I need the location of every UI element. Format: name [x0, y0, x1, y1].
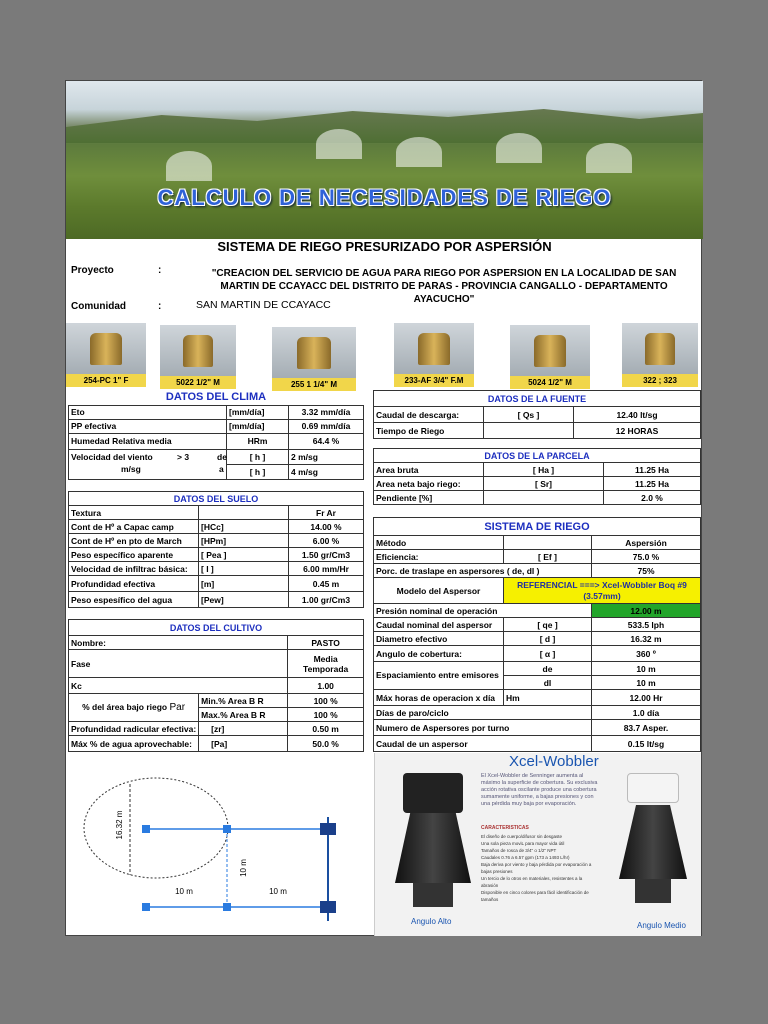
comunidad-colon: :	[158, 301, 162, 312]
row-unit: [ Ha ]	[484, 463, 604, 477]
row-value: 14.00 %	[289, 520, 364, 534]
ad-brand: Xcel-Wobbler	[509, 753, 599, 770]
table-row	[69, 722, 364, 736]
emitter	[142, 825, 150, 833]
row-label: Días de paro/ciclo	[374, 706, 592, 720]
row-value: 11.25 Ha	[604, 477, 701, 491]
row-unit: [ I ]	[199, 562, 289, 576]
feature-item: Caudales 0.76 a 6.57 gpm (173 a 1493 L/hr)	[481, 855, 570, 860]
viento-gt: > 3	[177, 451, 190, 462]
sprinkler-spray	[586, 143, 632, 173]
row-label: Area bruta	[374, 463, 484, 477]
feature-item: Disponible en cinco colores para fácil identificación de tamaños	[481, 890, 589, 902]
alto-label: Angulo Alto	[411, 917, 452, 926]
viento-a: a	[219, 463, 224, 474]
table-row	[69, 694, 364, 708]
row-label: Area neta bajo riego:	[374, 477, 484, 491]
table-row	[374, 536, 701, 550]
row-label: Kc	[69, 678, 288, 694]
viento-v1: 2 m/sg	[289, 449, 364, 464]
table-row	[374, 662, 701, 676]
row-label: Min.% Area B R	[199, 694, 288, 708]
feature-item: Un tercio de lo otros en materiales, resistentes a la abrasión	[481, 876, 583, 888]
row-value: 1.0 día	[592, 706, 701, 720]
row-value: 3.32 mm/día	[289, 405, 364, 419]
diameter-label: 16.32 m	[115, 810, 124, 840]
row-label: Tiempo de Riego	[374, 423, 484, 439]
row-unit: [ qe ]	[504, 618, 592, 632]
proyecto-label: Proyecto	[71, 265, 114, 276]
row-unit: [Pa]	[199, 736, 288, 752]
row-label: Peso espesífico del agua	[69, 592, 199, 608]
table-row	[374, 550, 701, 564]
row-value: 2.0 %	[604, 491, 701, 505]
xcel-wobbler-ad	[374, 753, 701, 936]
row-unit: Hm	[504, 690, 592, 706]
row-label: Diametro efectivo	[374, 632, 504, 646]
row-value: 100 %	[288, 694, 364, 708]
row-unit: dl	[504, 676, 592, 690]
row-label: Máx horas de operacion x día	[374, 690, 504, 706]
table-row	[374, 578, 701, 604]
cultivo-table	[68, 619, 364, 752]
page-title: SISTEMA DE RIEGO PRESURIZADO POR ASPERSIÓN	[217, 239, 552, 254]
sprinkler-spray	[496, 133, 542, 163]
sistema-title: SISTEMA DE RIEGO	[374, 518, 701, 536]
row-value: 12.00 Hr	[592, 690, 701, 706]
row-value: 64.4 %	[289, 433, 364, 449]
sprinkler-high-angle-image	[383, 773, 483, 913]
sprinkler-caption: 255 1 1/4" M	[272, 378, 356, 391]
sprinkler-photo	[160, 325, 236, 389]
row-label: Humedad Relativa media	[69, 433, 227, 449]
row-unit: [ d ]	[504, 632, 592, 646]
row-value: 1.00 gr/Cm3	[289, 592, 364, 608]
sprinkler-photo	[510, 325, 590, 389]
table-row	[69, 548, 364, 562]
sprinkler-photo	[272, 327, 356, 391]
medio-label: Angulo Medio	[637, 921, 686, 930]
comunidad-label: Comunidad	[71, 301, 126, 312]
feature-item: Tamaños de rosca de 3/4" o 1/2" NPT	[481, 848, 557, 853]
row-value: 50.0 %	[288, 736, 364, 752]
row-label: PP efectiva	[69, 419, 227, 433]
row-unit	[484, 491, 604, 505]
sprinkler-caption: 5024 1/2" M	[510, 376, 590, 389]
parcela-table	[373, 448, 701, 505]
row-unit: de	[504, 662, 592, 676]
row-value: 75.0 %	[592, 550, 701, 564]
row-label: Textura	[69, 506, 199, 520]
sistema-table	[373, 517, 701, 752]
row-label: Método	[374, 536, 504, 550]
row-unit: [HCc]	[199, 520, 289, 534]
row-unit	[484, 423, 574, 439]
sprinkler-photo	[66, 323, 146, 387]
sprinkler-spray	[166, 151, 212, 181]
table-row	[374, 604, 701, 618]
table-row	[69, 562, 364, 576]
table-row	[69, 636, 364, 650]
row-value: 10 m	[592, 662, 701, 676]
row-label: Espaciamiento entre emisores	[374, 662, 504, 690]
row-unit: [HPm]	[199, 534, 289, 548]
row-label: Angulo de cobertura:	[374, 646, 504, 662]
sprinkler-spray	[316, 129, 362, 159]
feature-item: Baja deriva por viento y baja pérdida por evaporación a bajas presiones	[481, 862, 592, 874]
table-row	[69, 534, 364, 548]
sprinkler-layout-diagram	[66, 753, 371, 936]
banner-title: CALCULO DE NECESIDADES DE RIEGO	[157, 185, 612, 210]
row-label: Máx % de agua aprovechable:	[69, 736, 199, 752]
table-row	[69, 678, 364, 694]
feature-item: El diseño de cuerpo/difusor sin desgaste	[481, 834, 563, 839]
parcela-title: DATOS DE LA PARCELA	[374, 449, 701, 463]
sprinkler-caption: 5022 1/2" M	[160, 376, 236, 389]
clima-title: DATOS DEL CLIMA	[165, 391, 267, 404]
row-value: 83.7 Asper.	[592, 720, 701, 736]
row-value: 0.15 lt/sg	[592, 736, 701, 752]
row-unit	[504, 536, 592, 550]
table-row	[374, 463, 701, 477]
emitter	[223, 825, 231, 833]
row-unit	[199, 506, 289, 520]
fuente-title: DATOS DE LA FUENTE	[374, 391, 701, 407]
row-label: Peso específico aparente	[69, 548, 199, 562]
row-unit: HRm	[227, 433, 289, 449]
area-label-cell	[69, 694, 199, 722]
row-value: 75%	[592, 564, 701, 578]
row-value: PASTO	[288, 636, 364, 650]
emitter	[223, 903, 231, 911]
proyecto-colon: :	[158, 265, 162, 276]
valve	[320, 901, 336, 913]
table-row	[69, 405, 364, 419]
document-page	[65, 80, 702, 936]
cultivo-title: DATOS DEL CULTIVO	[69, 620, 364, 636]
row-value: 16.32 m	[592, 632, 701, 646]
suelo-title: DATOS DEL SUELO	[69, 492, 364, 506]
row-value: 0.50 m	[288, 722, 364, 736]
viento-h: [ h ]	[227, 464, 289, 479]
row-label: Caudal de un aspersor	[374, 736, 592, 752]
feature-item: Una sola pieza moviL para mayor vida útil	[481, 841, 565, 846]
row-value: 0.69 mm/día	[289, 419, 364, 433]
ad-text: El Xcel-Wobbler de Senninger aumenta al máximo la superficie de cobertura. Su exclusiva acción rotativa oscilante produce una cobertura sumamente uniforme, a bajas presiones y con una pérdida muy baja por evaporación.	[481, 773, 598, 807]
sprinkler-spray	[396, 137, 442, 167]
row-label: Caudal de descarga:	[374, 407, 484, 423]
table-row	[374, 423, 701, 439]
table-row	[69, 592, 364, 608]
viento-unit: m/sg	[121, 463, 141, 474]
row-label: Nombre:	[69, 636, 288, 650]
row-value: 1.50 gr/Cm3	[289, 548, 364, 562]
row-value: 6.00 %	[289, 534, 364, 548]
table-row	[69, 506, 364, 520]
table-row	[69, 576, 364, 592]
row-value: 360 º	[592, 646, 701, 662]
row-label: Cont de Hº en pto de March	[69, 534, 199, 548]
fuente-table	[373, 390, 701, 439]
table-row	[69, 650, 364, 678]
row-unit: [mm/día]	[227, 405, 289, 419]
area-label: % del área bajo riego	[82, 702, 168, 712]
row-value: Media Temporada	[288, 650, 364, 678]
table-row	[374, 407, 701, 423]
row-value: Aspersión	[592, 536, 701, 550]
table-row	[374, 632, 701, 646]
table-row	[374, 477, 701, 491]
row-value: 12 HORAS	[574, 423, 701, 439]
row-unit: [ α ]	[504, 646, 592, 662]
suelo-table	[68, 491, 364, 608]
table-row	[69, 433, 364, 449]
presion-value: 12.00 m	[592, 604, 701, 618]
emitter	[142, 903, 150, 911]
row-label: Eficiencia:	[374, 550, 504, 564]
row-label: Caudal nominal del aspersor	[374, 618, 504, 632]
area-par: Par	[169, 702, 186, 713]
sprinkler-medium-angle-image	[611, 773, 695, 913]
viento-label: Velocidad del viento	[71, 451, 153, 462]
row-unit: [ Qs ]	[484, 407, 574, 423]
spacing-v-label: 10 m	[239, 859, 248, 877]
table-row	[374, 618, 701, 632]
sprinkler-photo	[622, 323, 698, 387]
row-label: Eto	[69, 405, 227, 419]
viento-de: de	[217, 451, 227, 462]
viento-h: [ h ]	[227, 449, 289, 464]
row-label: Presión nominal de operación	[374, 604, 592, 618]
row-label: Pendiente [%]	[374, 491, 484, 505]
row-value: 10 m	[592, 676, 701, 690]
row-value: 12.40 lt/sg	[574, 407, 701, 423]
row-label: Fase	[69, 650, 288, 678]
table-row	[374, 720, 701, 736]
row-label: Cont de Hº a Capac camp	[69, 520, 199, 534]
row-label: Modelo del Aspersor	[374, 578, 504, 604]
row-unit: [ Pea ]	[199, 548, 289, 562]
table-row	[374, 646, 701, 662]
row-unit: [m]	[199, 576, 289, 592]
row-value: 533.5 lph	[592, 618, 701, 632]
viento-cell	[69, 449, 227, 479]
row-label: Numero de Aspersores por turno	[374, 720, 592, 736]
table-row	[69, 419, 364, 433]
hills-shape	[66, 103, 703, 143]
clima-table	[68, 390, 364, 480]
row-value: 11.25 Ha	[604, 463, 701, 477]
row-value: 100 %	[288, 708, 364, 722]
features-list	[481, 833, 599, 903]
row-value: 1.00	[288, 678, 364, 694]
row-value: 6.00 mm/Hr	[289, 562, 364, 576]
row-label: Velocidad de infiltrac básica:	[69, 562, 199, 576]
sprinkler-photo	[394, 323, 474, 387]
sprinkler-caption: 322 ; 323	[622, 374, 698, 387]
spacing-h2-label: 10 m	[269, 887, 287, 896]
features-title: CARACTERISTICAS	[481, 825, 529, 831]
table-row	[374, 564, 701, 578]
row-unit: [mm/día]	[227, 419, 289, 433]
sprinkler-caption: 254-PC 1" F	[66, 374, 146, 387]
table-row	[69, 449, 364, 464]
comunidad-value: SAN MARTIN DE CCAYACC	[196, 299, 331, 311]
table-row	[69, 520, 364, 534]
table-row	[69, 736, 364, 752]
spacing-h1-label: 10 m	[175, 887, 193, 896]
table-row	[374, 736, 701, 752]
viento-v2: 4 m/sg	[289, 464, 364, 479]
banner-image	[66, 81, 703, 239]
table-row	[374, 690, 701, 706]
row-label: Profundidad efectiva	[69, 576, 199, 592]
row-label: Profundidad radicular efectiva:	[69, 722, 199, 736]
row-value: 0.45 m	[289, 576, 364, 592]
sprinkler-caption: 233-AF 3/4" F.M	[394, 374, 474, 387]
row-unit: [ Sr]	[484, 477, 604, 491]
row-unit: [zr]	[199, 722, 288, 736]
row-label: Max.% Area B R	[199, 708, 288, 722]
modelo-value: REFERENCIAL ===> Xcel-Wobbler Boq #9 (3.57mm)	[504, 578, 701, 604]
coverage-circle	[84, 778, 228, 878]
row-unit: [ Ef ]	[504, 550, 592, 564]
table-row	[374, 706, 701, 720]
row-unit: [Pew]	[199, 592, 289, 608]
row-label: Porc. de traslape en aspersores ( de, dl )	[374, 564, 592, 578]
valve	[320, 823, 336, 835]
table-row	[374, 491, 701, 505]
row-value: Fr Ar	[289, 506, 364, 520]
proyecto-value: "CREACION DEL SERVICIO DE AGUA PARA RIEGO POR ASPERSION EN LA LOCALIDAD DE SAN MARTIN DE CCAYACC DEL DISTRITO DE PARAS - PROVINCIA CANGALLO - DEPARTAMENTO AYACUCHO"	[211, 268, 677, 305]
